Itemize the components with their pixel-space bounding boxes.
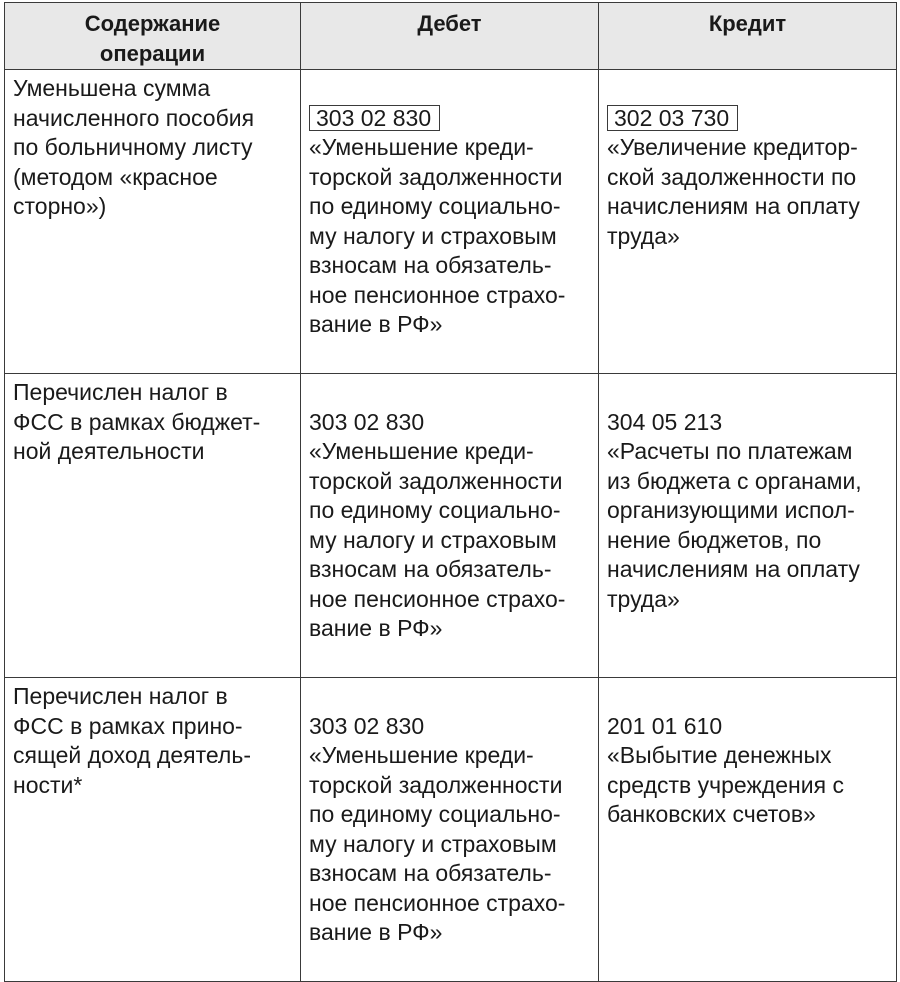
debit-account-number: 303 02 830 xyxy=(309,105,440,131)
credit-account-number: 302 03 730 xyxy=(607,105,738,131)
operation-cell: Перечислен налог в ФСС в рамках прино- сящей доход деятель- ности* xyxy=(5,678,301,982)
table-row xyxy=(5,678,897,982)
credit-account-description: «Выбытие денежных средств учреждения с банковских счетов» xyxy=(607,742,844,827)
debit-account-description: «Уменьшение креди- торской задолженности по единому социально- му налогу и страховым взносам на обязатель- ное пенсионное страхо- вание в РФ» xyxy=(309,134,566,337)
debit-account-description: «Уменьшение креди- торской задолженности по единому социально- му налогу и страховым взносам на обязатель- ное пенсионное страхо- вание в РФ» xyxy=(309,438,566,641)
credit-account-description: «Расчеты по платежам из бюджета с органами, организующими испол- нение бюджетов, по начислениям на оплату труда» xyxy=(607,438,862,612)
credit-account-description: «Увеличение кредитор- ской задолженности по начислениям на оплату труда» xyxy=(607,134,860,249)
operation-cell: Перечислен налог в ФСС в рамках бюджет- ной деятельности xyxy=(5,374,301,678)
credit-account-number: 201 01 610 xyxy=(607,712,723,739)
credit-cell xyxy=(599,374,897,678)
table-row xyxy=(5,374,897,678)
header-row xyxy=(5,3,897,70)
header-operation: Содержание операции xyxy=(5,3,301,70)
debit-cell xyxy=(301,678,599,982)
credit-cell xyxy=(599,70,897,374)
header-credit: Кредит xyxy=(599,3,897,70)
debit-account-number: 303 02 830 xyxy=(309,712,425,739)
debit-cell xyxy=(301,374,599,678)
operation-cell: Уменьшена сумма начисленного пособия по больничному листу (методом «красное сторно») xyxy=(5,70,301,374)
debit-account-number: 303 02 830 xyxy=(309,408,425,435)
credit-account-number: 304 05 213 xyxy=(607,408,723,435)
accounting-entries-table xyxy=(4,2,897,982)
debit-account-description: «Уменьшение креди- торской задолженности по единому социально- му налогу и страховым взносам на обязатель- ное пенсионное страхо- вание в РФ» xyxy=(309,742,566,945)
table-row xyxy=(5,70,897,374)
debit-cell xyxy=(301,70,599,374)
credit-cell xyxy=(599,678,897,982)
header-debit: Дебет xyxy=(301,3,599,70)
